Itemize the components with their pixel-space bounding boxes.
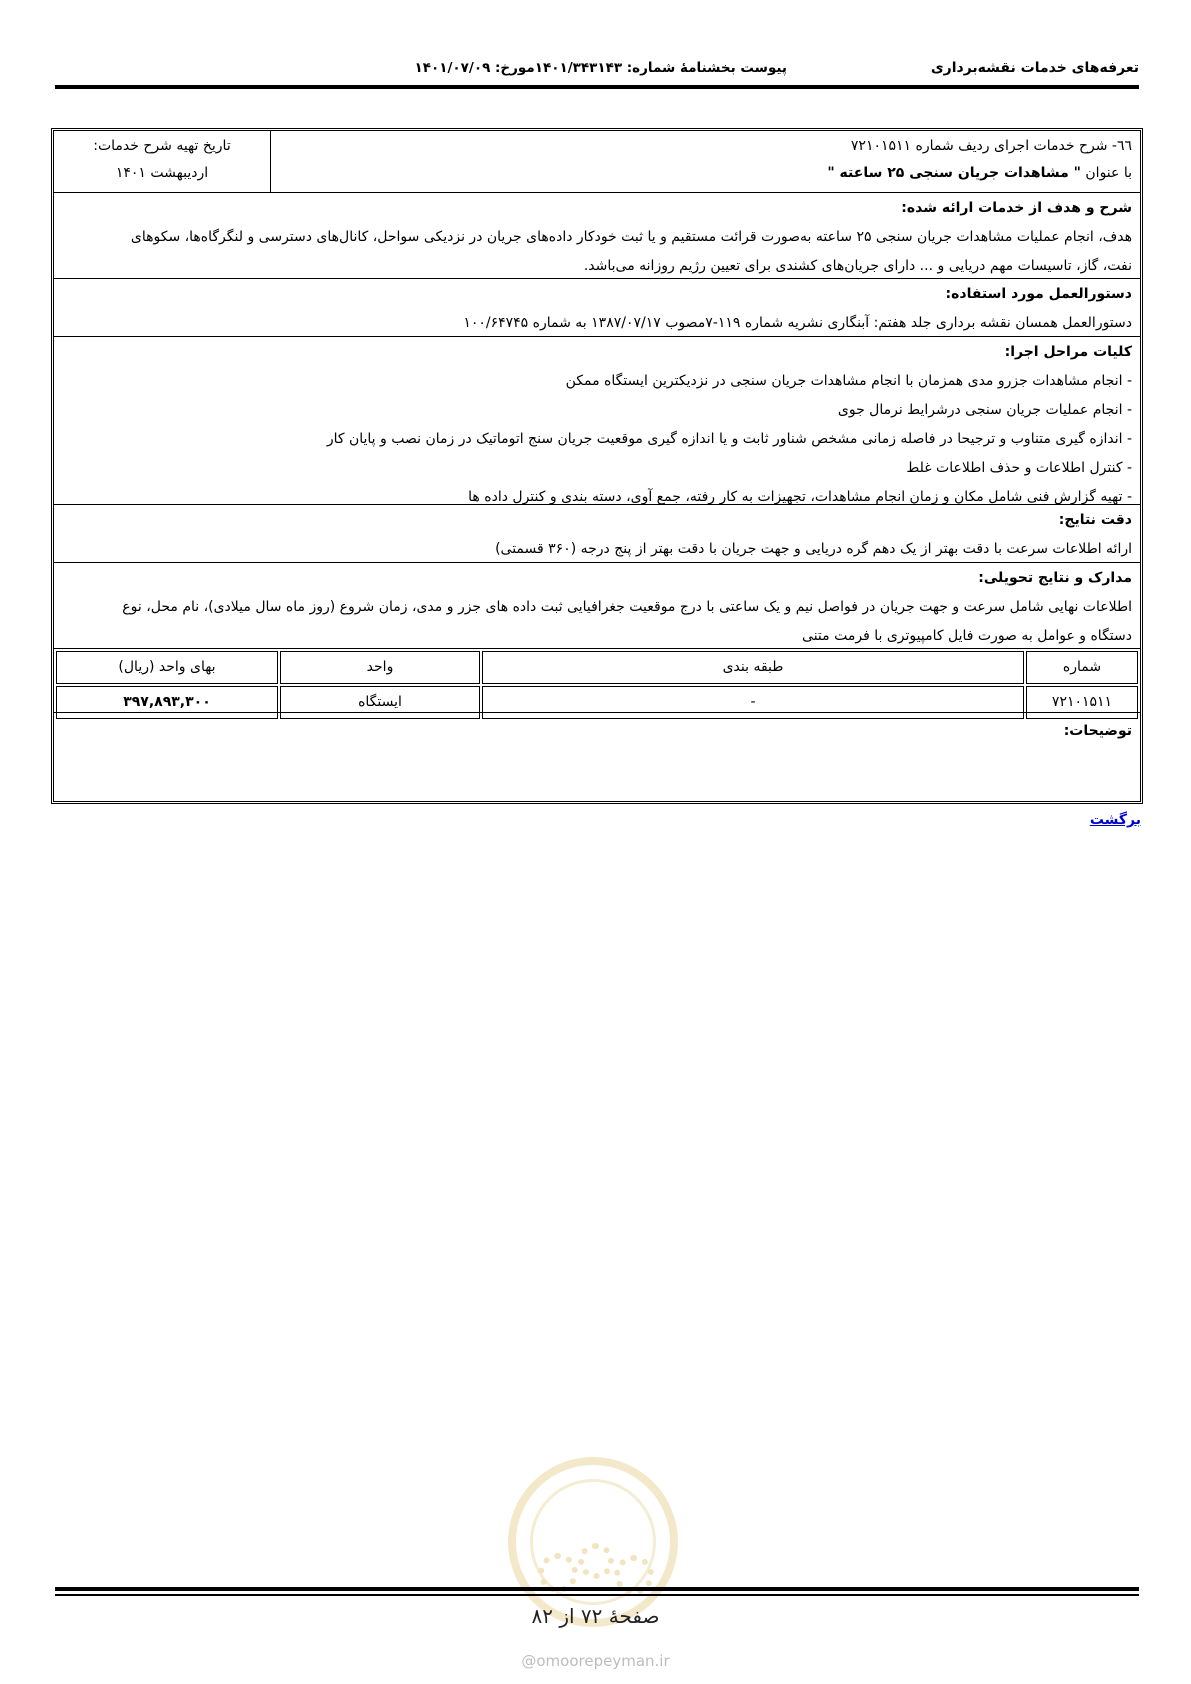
goal-title: شرح و هدف از خدمات ارائه شده: bbox=[901, 200, 1132, 216]
step-item: - اندازه گیری متناوب و ترجیحا در فاصله زمانی مشخص شناور ثابت و یا اندازه گیری موقعیت جریان سنج اتوماتیک در زمان نصب و پایان کار bbox=[326, 431, 1132, 447]
accuracy-text: ارائه اطلاعات سرعت با دقت بهتر از یک دهم گره دریایی و جهت جریان با دقت بهتر از پنج درجه (۳۶۰ قسمتی) bbox=[495, 541, 1132, 557]
service-title-name: " مشاهدات جریان سنجی ۲۵ ساعته " bbox=[827, 165, 1081, 181]
deliverables-title: مدارک و نتایج تحویلی: bbox=[978, 570, 1132, 586]
deliverables-line-2: دستگاه و عوامل به صورت فایل کامپیوتری با فرمت متنی bbox=[802, 628, 1132, 644]
steps-section bbox=[54, 337, 1140, 505]
standard-section bbox=[54, 279, 1140, 337]
cell-unit-price: ۳۹۷,۸۹۳,۳۰۰ bbox=[56, 686, 278, 719]
service-row-number: ٦٦- شرح خدمات اجرای ردیف شماره ۷۲۱۰۱۵۱۱ bbox=[850, 138, 1132, 154]
goal-text-line-2: نفت، گاز، تاسیسات مهم دریایی و ... دارای جریان‌های کشندی برای تعیین رژیم روزانه می‌باشد. bbox=[583, 258, 1132, 274]
goal-section bbox=[54, 193, 1140, 279]
step-item: - انجام عملیات جریان سنجی درشرایط نرمال جوی bbox=[837, 402, 1132, 418]
service-title-prefix: با عنوان bbox=[1080, 165, 1132, 181]
footer-divider bbox=[55, 1587, 1139, 1591]
cell-classification: - bbox=[482, 686, 1024, 719]
step-item: - انجام مشاهدات جزرو مدی همزمان با انجام مشاهدات جریان سنجی در نزدیکترین ایستگاه ممکن bbox=[565, 373, 1132, 389]
goal-text-line-1: هدف، انجام عملیات مشاهدات جریان سنجی ۲۵ ساعته به‌صورت قرائت مستقیم و یا ثبت خودکار داده‌های جریان در نزدیکی سواحل، کانال‌های دسترسی و لنگرگاه‌ها، سکوهای bbox=[130, 229, 1132, 245]
header-classification: طبقه بندی bbox=[482, 651, 1024, 684]
price-table-row bbox=[54, 649, 1140, 713]
standard-title: دستورالعمل مورد استفاده: bbox=[945, 286, 1132, 302]
prep-date-value: اردیبهشت ۱۴۰۱ bbox=[115, 165, 209, 181]
cell-number: ۷۲۱۰۱۵۱۱ bbox=[1026, 686, 1138, 719]
cell-unit: ایستگاه bbox=[280, 686, 480, 719]
service-description-frame bbox=[51, 128, 1143, 804]
gear-icon bbox=[578, 1543, 614, 1579]
header-divider bbox=[55, 85, 1139, 89]
accuracy-title: دقت نتایج: bbox=[1058, 512, 1132, 528]
step-item: - کنترل اطلاعات و حذف اطلاعات غلط bbox=[906, 460, 1132, 476]
service-title-cell bbox=[271, 131, 1140, 192]
steps-title: کلیات مراحل اجرا: bbox=[1004, 344, 1132, 360]
price-table bbox=[54, 649, 1140, 721]
service-title bbox=[279, 160, 1132, 187]
header-unit-price: بهای واحد (ریال) bbox=[56, 651, 278, 684]
accuracy-section bbox=[54, 505, 1140, 563]
document-title: تعرفه‌های خدمات نقشه‌برداری bbox=[930, 60, 1139, 76]
standard-text: دستورالعمل همسان نقشه برداری جلد هفتم: آبنگاری نشریه شماره ۱۱۹-۷مصوب ۱۳۸۷/۰۷/۱۷ به شماره ۱۰۰/۶۴۷۴۵ bbox=[463, 315, 1132, 331]
deliverables-line-1: اطلاعات نهایی شامل سرعت و جهت جریان در فواصل نیم و یک ساعتی با درج موقعیت جغرافیایی ثبت داده های جزر و مدی، زمان شروع (روز ماه سال میلادی)، نام محل، نوع bbox=[122, 599, 1132, 615]
page-header bbox=[55, 58, 1139, 82]
table-header-row bbox=[56, 651, 1138, 684]
prep-date-cell bbox=[54, 131, 271, 192]
footer-divider-thin bbox=[55, 1594, 1139, 1596]
watermark: @omoorepeyman.ir bbox=[521, 1652, 670, 1670]
service-title-row bbox=[54, 131, 1140, 193]
seal-logo bbox=[508, 1457, 678, 1627]
header-number: شماره bbox=[1026, 651, 1138, 684]
notes-section bbox=[54, 713, 1140, 746]
prep-date-label: تاریخ تهیه شرح خدمات: bbox=[93, 138, 231, 154]
deliverables-section bbox=[54, 563, 1140, 649]
header-unit: واحد bbox=[280, 651, 480, 684]
notes-title: توضیحات: bbox=[1063, 723, 1132, 739]
attachment-reference: پیوست بخشنامۀ شماره: ۱۴۰۱/۳۴۳۱۴۳مورخ: ۱۴۰۱/۰۷/۰۹ bbox=[414, 60, 787, 76]
page-number: صفحۀ ۷۲ از ۸۲ bbox=[531, 1604, 660, 1628]
back-link[interactable]: برگشت bbox=[1089, 812, 1141, 828]
step-item: - تهیه گزارش فنی شامل مکان و زمان انجام مشاهدات، تجهیزات به کار رفته، جمع آوی، دسته بندی و کنترل داده ها bbox=[468, 489, 1132, 505]
